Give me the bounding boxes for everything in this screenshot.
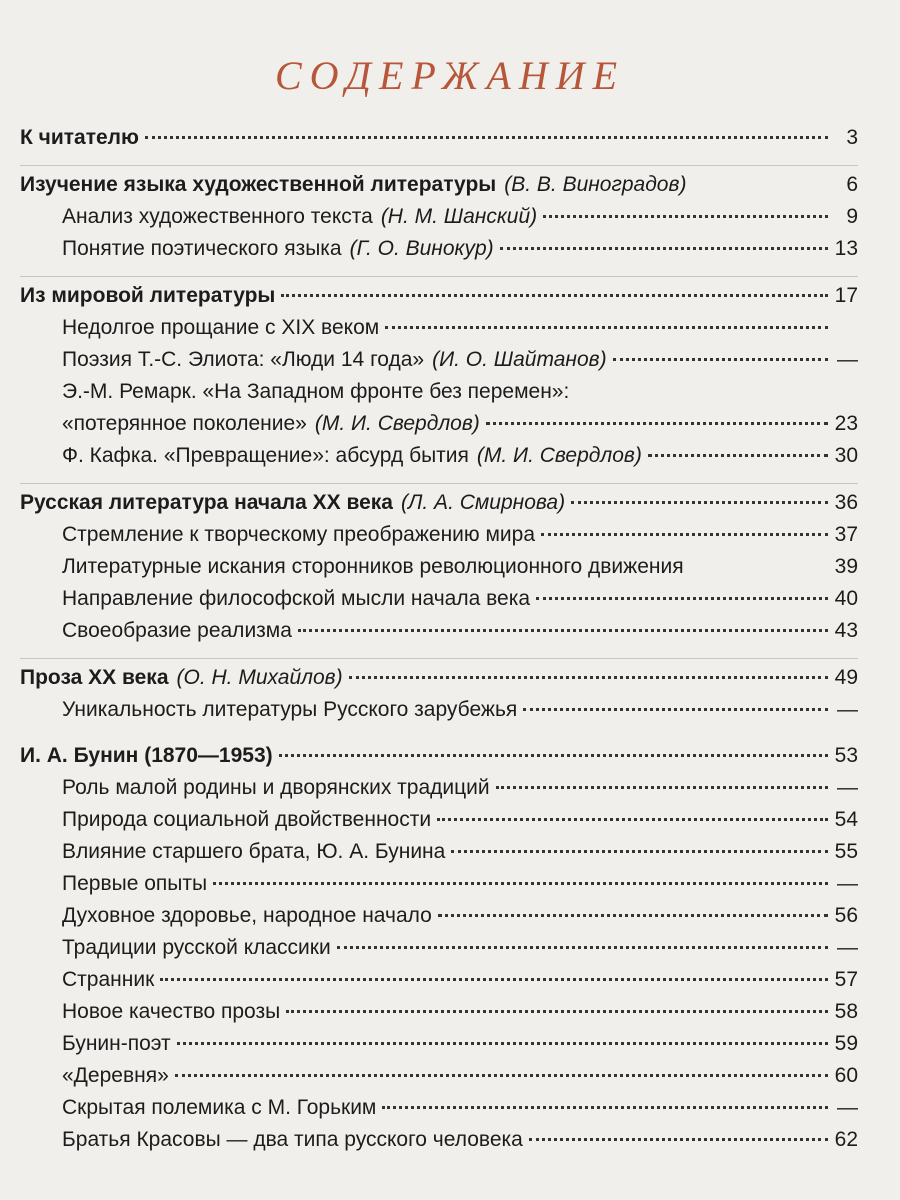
page-number: —	[837, 1096, 858, 1119]
toc-subentry	[20, 348, 858, 380]
entry-title: Изучение языка художественной литературы	[20, 173, 497, 196]
page-number: —	[837, 936, 858, 959]
dot-leader	[337, 946, 828, 949]
toc-section-entry	[20, 173, 858, 205]
toc-subentry	[20, 444, 858, 476]
toc-section-entry	[20, 744, 858, 776]
toc-subentry	[20, 1000, 858, 1032]
page-number: 53	[834, 744, 858, 767]
page-number: 62	[834, 1128, 858, 1151]
entry-title: Первые опыты	[62, 872, 208, 895]
dot-leader	[145, 136, 828, 139]
entry-title: Духовное здоровье, народное начало	[62, 904, 432, 927]
entry-title: Стремление к творческому преображению мира	[62, 523, 536, 546]
entry-title: Э.-М. Ремарк. «На Западном фронте без перемен»:	[62, 380, 570, 403]
toc-subentry	[20, 936, 858, 968]
page-number: 43	[834, 619, 858, 642]
page-number: —	[837, 776, 858, 799]
entry-author: (И. О. Шайтанов)	[432, 348, 607, 371]
dot-leader	[160, 978, 828, 981]
dot-leader	[281, 294, 828, 297]
toc-subentry	[20, 1128, 858, 1160]
toc-subentry	[20, 776, 858, 808]
page-number: —	[837, 698, 858, 721]
table-of-contents	[20, 126, 858, 1160]
toc-subentry	[20, 587, 858, 619]
page-number: 37	[834, 523, 858, 546]
dot-leader	[175, 1074, 828, 1077]
toc-subentry	[20, 1032, 858, 1064]
page-title: СОДЕРЖАНИЕ	[274, 53, 626, 98]
dot-leader	[382, 1106, 828, 1109]
page-number: 30	[834, 444, 858, 467]
toc-subentry	[20, 840, 858, 872]
page-number: 56	[834, 904, 858, 927]
toc-subentry	[20, 872, 858, 904]
page-number: 17	[834, 284, 858, 307]
page-number: —	[837, 348, 858, 371]
toc-subentry	[20, 412, 858, 444]
entry-title: Влияние старшего брата, Ю. А. Бунина	[62, 840, 446, 863]
entry-title: Своеобразие реализма	[62, 619, 292, 642]
dot-leader	[543, 215, 828, 218]
entry-title: Проза XX века	[20, 666, 169, 689]
section-divider	[20, 165, 858, 166]
page-number: 9	[846, 205, 858, 228]
toc-subentry	[20, 968, 858, 1000]
toc-subentry	[20, 237, 858, 269]
toc-subentry	[20, 523, 858, 555]
entry-title: Из мировой литературы	[20, 284, 276, 307]
dot-leader	[298, 629, 828, 632]
dot-leader	[437, 818, 828, 821]
page-number: 6	[846, 173, 858, 196]
entry-title: Бунин-поэт	[62, 1032, 171, 1055]
entry-title: И. А. Бунин (1870—1953)	[20, 744, 273, 767]
dot-leader	[613, 358, 828, 361]
toc-subentry	[20, 698, 858, 730]
dot-leader	[213, 882, 828, 885]
dot-leader	[349, 676, 828, 679]
toc-subentry	[20, 205, 858, 237]
page-number: 55	[834, 840, 858, 863]
page-number: 49	[834, 666, 858, 689]
entry-title: К читателю	[20, 126, 139, 149]
dot-leader	[438, 914, 828, 917]
toc-section-entry	[20, 491, 858, 523]
page-number: 59	[834, 1032, 858, 1055]
entry-author: (Л. А. Смирнова)	[401, 491, 566, 514]
toc-subentry	[20, 1064, 858, 1096]
dot-leader	[177, 1042, 828, 1045]
entry-title: «потерянное поколение»	[62, 412, 307, 435]
page-number: 39	[834, 555, 858, 578]
page-number: 40	[834, 587, 858, 610]
toc-subentry	[20, 808, 858, 840]
toc-section-entry	[20, 666, 858, 698]
entry-author: (О. Н. Михайлов)	[176, 666, 343, 689]
dot-leader	[486, 422, 828, 425]
entry-title: Традиции русской классики	[62, 936, 331, 959]
dot-leader	[523, 708, 828, 711]
dot-leader	[451, 850, 828, 853]
page-number: 36	[834, 491, 858, 514]
entry-author: (В. В. Виноградов)	[504, 173, 687, 196]
entry-title: Скрытая полемика с М. Горьким	[62, 1096, 377, 1119]
toc-subentry	[20, 380, 858, 412]
dot-leader	[286, 1010, 828, 1013]
dot-leader	[385, 326, 828, 329]
dot-leader	[500, 247, 828, 250]
entry-title: Странник	[62, 968, 155, 991]
page-number: 57	[834, 968, 858, 991]
entry-title: Ф. Кафка. «Превращение»: абсурд бытия	[62, 444, 469, 467]
dot-leader	[536, 597, 828, 600]
section-gap	[20, 730, 858, 744]
entry-title: Литературные искания сторонников революционного движения	[62, 555, 684, 578]
entry-title: Уникальность литературы Русского зарубежья	[62, 698, 518, 721]
entry-title: Роль малой родины и дворянских традиций	[62, 776, 490, 799]
page-number: 58	[834, 1000, 858, 1023]
entry-title: Недолгое прощание с XIX веком	[62, 316, 380, 339]
section-divider	[20, 658, 858, 659]
page-number: 54	[834, 808, 858, 831]
entry-title: «Деревня»	[62, 1064, 169, 1087]
entry-title: Анализ художественного текста	[62, 205, 373, 228]
entry-title: Новое качество прозы	[62, 1000, 281, 1023]
section-divider	[20, 276, 858, 277]
toc-section-entry	[20, 284, 858, 316]
entry-title: Поэзия Т.-С. Элиота: «Люди 14 года»	[62, 348, 425, 371]
toc-subentry	[20, 316, 858, 348]
section-divider	[20, 483, 858, 484]
entry-author: (Н. М. Шанский)	[380, 205, 538, 228]
toc-subentry	[20, 555, 858, 587]
page-number: 23	[834, 412, 858, 435]
dot-leader	[541, 533, 828, 536]
page-number: 60	[834, 1064, 858, 1087]
entry-title: Русская литература начала XX века	[20, 491, 393, 514]
entry-title: Направление философской мысли начала века	[62, 587, 531, 610]
entry-author: (М. И. Свердлов)	[314, 412, 480, 435]
toc-subentry	[20, 619, 858, 651]
entry-title: Природа социальной двойственности	[62, 808, 432, 831]
page-number: —	[837, 872, 858, 895]
entry-author: (Г. О. Винокур)	[349, 237, 494, 260]
toc-subentry	[20, 1096, 858, 1128]
dot-leader	[279, 754, 828, 757]
dot-leader	[529, 1138, 828, 1141]
page-number: 3	[846, 126, 858, 149]
page-number: 13	[834, 237, 858, 260]
toc-section-entry	[20, 126, 858, 158]
entry-author: (М. И. Свердлов)	[476, 444, 642, 467]
toc-subentry	[20, 904, 858, 936]
dot-leader	[648, 454, 828, 457]
entry-title: Понятие поэтического языка	[62, 237, 342, 260]
dot-leader	[496, 786, 828, 789]
dot-leader	[571, 501, 828, 504]
entry-title: Братья Красовы — два типа русского человека	[62, 1128, 523, 1151]
